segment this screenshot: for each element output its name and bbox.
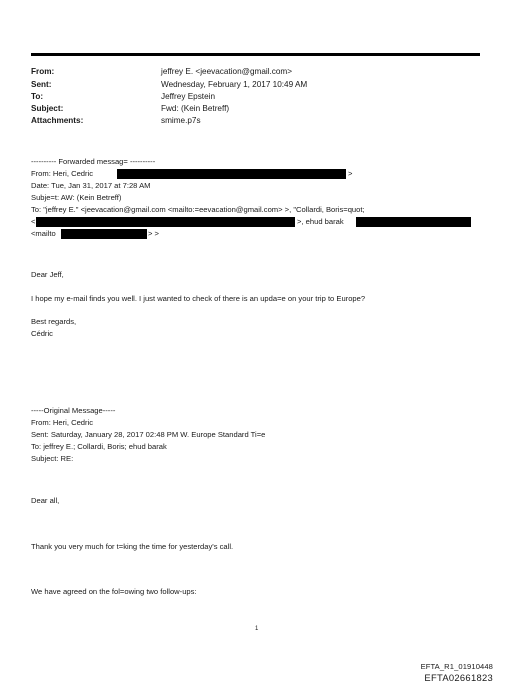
original-subject: Subject: RE:	[31, 454, 74, 463]
sent-value: Wednesday, February 1, 2017 10:49 AM	[161, 80, 308, 89]
redaction-bar	[117, 169, 346, 179]
sent-label: Sent:	[31, 80, 52, 89]
redaction-bar	[61, 229, 147, 239]
page-number: 1	[255, 626, 259, 632]
redaction-bar	[356, 217, 471, 227]
bates-ref-2: EFTA02661823	[424, 672, 493, 683]
greeting-jeff: Dear Jeff,	[31, 270, 64, 279]
forwarded-lt-mark: <	[31, 217, 36, 226]
forwarded-mailto: <mailto	[31, 229, 56, 238]
forwarded-subject: Subje=t: AW: (Kein Betreff)	[31, 193, 122, 202]
original-sent: Sent: Saturday, January 28, 2017 02:48 PM W. Europe Standard Ti=e	[31, 430, 266, 439]
subject-value: Fwd: (Kein Betreff)	[161, 104, 230, 113]
forwarded-to: To: "jeffrey E." <jeevacation@gmail.com <mailto:=eevacation@gmail.com> >, "Collardi, Boris=quot;	[31, 205, 365, 214]
greeting-all: Dear all,	[31, 496, 60, 505]
forwarded-mailto-tail: > >	[148, 229, 159, 238]
forwarded-divider: ---------- Forwarded messag= ----------	[31, 157, 156, 166]
from-value: jeffrey E. <jeevacation@gmail.com>	[161, 67, 293, 76]
redaction-bar	[36, 217, 295, 227]
body-text: I hope my e-mail finds you well. I just wanted to check of there is an upda=e on your trip to Europe?	[31, 294, 366, 303]
attachments-value: smime.p7s	[161, 116, 201, 125]
signature-name: Cédric	[31, 329, 53, 338]
attachments-label: Attachments:	[31, 116, 84, 125]
closing: Best regards,	[31, 317, 77, 326]
original-divider: -----Original Message-----	[31, 406, 116, 415]
header-rule	[31, 53, 480, 56]
forwarded-from-tail: >	[348, 169, 353, 178]
to-value: Jeffrey Epstein	[161, 92, 216, 101]
to-label: To:	[31, 92, 44, 101]
forwarded-ehud-tail: >, ehud barak	[297, 217, 344, 226]
original-from: From: Heri, Cedric	[31, 418, 94, 427]
from-label: From:	[31, 67, 55, 76]
thanks-text: Thank you very much for t=king the time for yesterday's call.	[31, 542, 234, 551]
agreed-text: We have agreed on the fol=owing two follow-ups:	[31, 587, 197, 596]
bates-ref-1: EFTA_R1_01910448	[420, 662, 493, 671]
subject-label: Subject:	[31, 104, 64, 113]
forwarded-date: Date: Tue, Jan 31, 2017 at 7:28 AM	[31, 181, 151, 190]
original-to: To: jeffrey E.; Collardi, Boris; ehud barak	[31, 442, 167, 451]
forwarded-from: From: Heri, Cedric	[31, 169, 94, 178]
